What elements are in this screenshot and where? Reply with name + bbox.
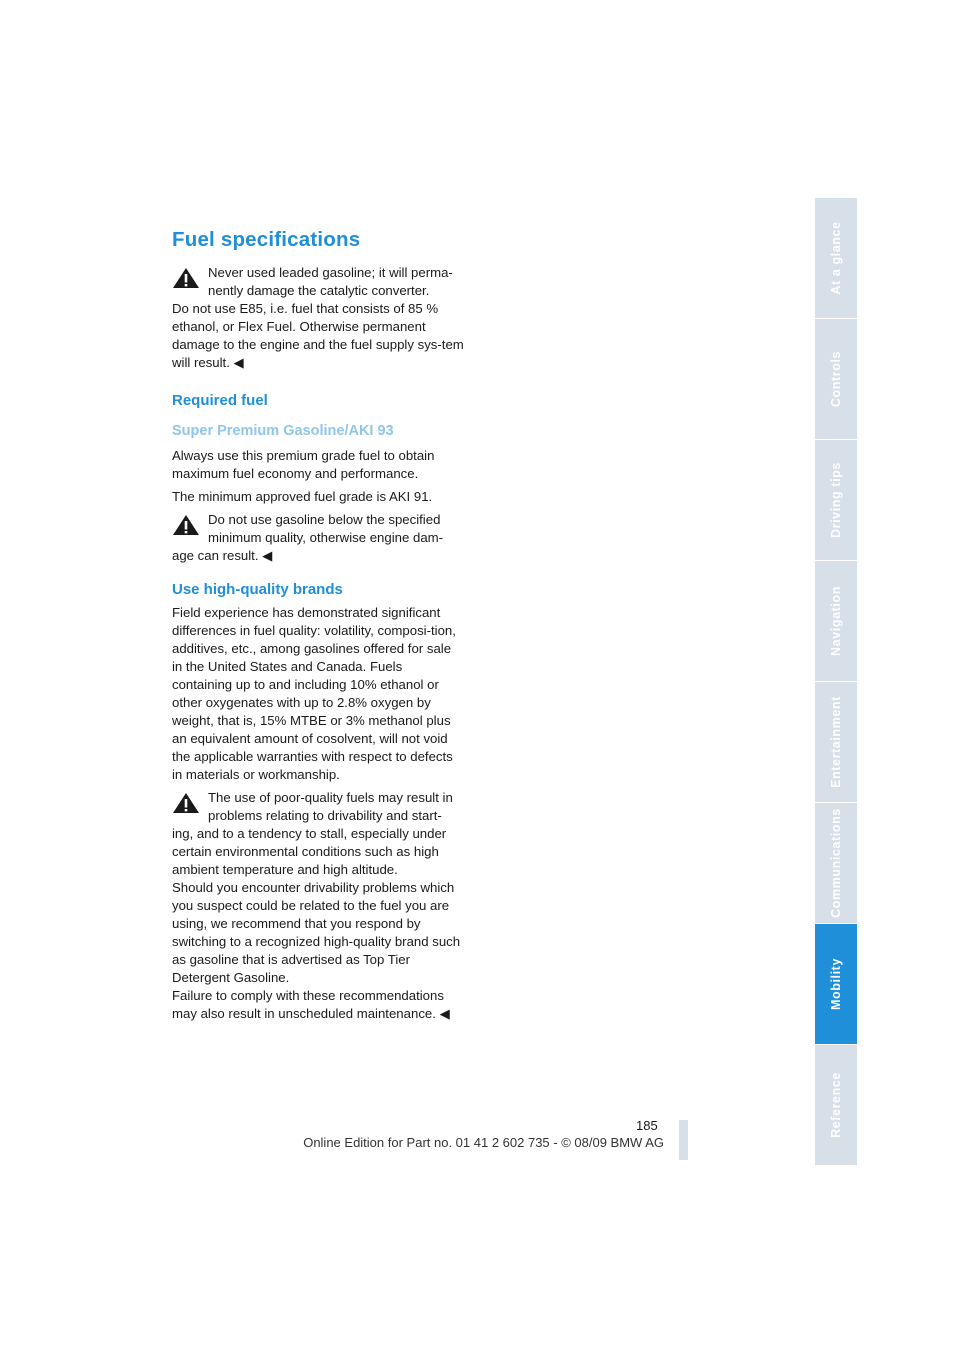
tab-entertainment[interactable]: Entertainment <box>815 682 857 802</box>
tab-reference[interactable]: Reference <box>815 1045 857 1165</box>
footer-bar <box>679 1120 688 1160</box>
page-number: 185 <box>636 1118 658 1133</box>
warning-text-continued: Failure to comply with these recommendations may also result in unscheduled maintenance. ◀ <box>172 988 450 1021</box>
tab-at-a-glance[interactable]: At a glance <box>815 198 857 318</box>
warning-text: The use of poor-quality fuels may result in problems relating to drivability and start- <box>208 790 453 823</box>
warning-text-continued: age can result. ◀ <box>172 548 273 563</box>
warning-block <box>172 264 464 372</box>
tab-mobility[interactable]: Mobility <box>815 924 857 1044</box>
page-content <box>172 228 464 1029</box>
subheading-super-premium: Super Premium Gasoline/AKI 93 <box>172 423 394 439</box>
paragraph: Always use this premium grade fuel to obtain maximum fuel economy and performance. <box>172 448 435 481</box>
paragraph: The minimum approved fuel grade is AKI 91. <box>172 489 433 504</box>
tab-communications[interactable]: Communications <box>815 803 857 923</box>
warning-text: Do not use gasoline below the specified minimum quality, otherwise engine dam- <box>208 512 444 545</box>
tab-controls[interactable]: Controls <box>815 319 857 439</box>
chapter-tabs <box>815 198 857 1166</box>
warning-block <box>172 511 464 565</box>
warning-text-continued: Do not use E85, i.e. fuel that consists of 85 % ethanol, or Flex Fuel. Otherwise permanent damage to the engine and the fuel supply sys-tem will result. ◀ <box>172 301 464 370</box>
warning-text: Never used leaded gasoline; it will perma- nently damage the catalytic converter. <box>208 265 453 298</box>
tab-driving-tips[interactable]: Driving tips <box>815 440 857 560</box>
heading-required-fuel: Required fuel <box>172 392 268 409</box>
tab-navigation[interactable]: Navigation <box>815 561 857 681</box>
heading-high-quality-brands: Use high-quality brands <box>172 581 343 598</box>
warning-block <box>172 789 464 1023</box>
warning-triangle-icon <box>172 789 208 825</box>
warning-text-continued: ing, and to a tendency to stall, especially under certain environmental conditions such as high ambient temperature and high altitude. <box>172 826 447 877</box>
warning-text-continued: Should you encounter drivability problems which you suspect could be related to the fuel you are using, we recommend that you respond by switching to a recognized high-quality brand such as gasoline that is advertised as Top Tier Detergent Gasoline. <box>172 880 461 985</box>
paragraph: Field experience has demonstrated significant differences in fuel quality: volatility, composi-tion, additives, etc., among gasolines offered for sale in the United States and Canada. Fuels containing up to and including 10% ethanol or other oxygenates with up to 2.8% oxygen by weight, that is, 15% MTBE or 3% methanol plus an equivalent amount of cosolvent, will not void the applicable warranties with respect to defects in materials or workmanship. <box>172 605 456 782</box>
warning-triangle-icon <box>172 511 208 547</box>
footer-text: Online Edition for Part no. 01 41 2 602 735 - © 08/09 BMW AG <box>303 1135 664 1150</box>
warning-triangle-icon <box>172 264 208 300</box>
section-title: Fuel specifications <box>172 228 361 251</box>
